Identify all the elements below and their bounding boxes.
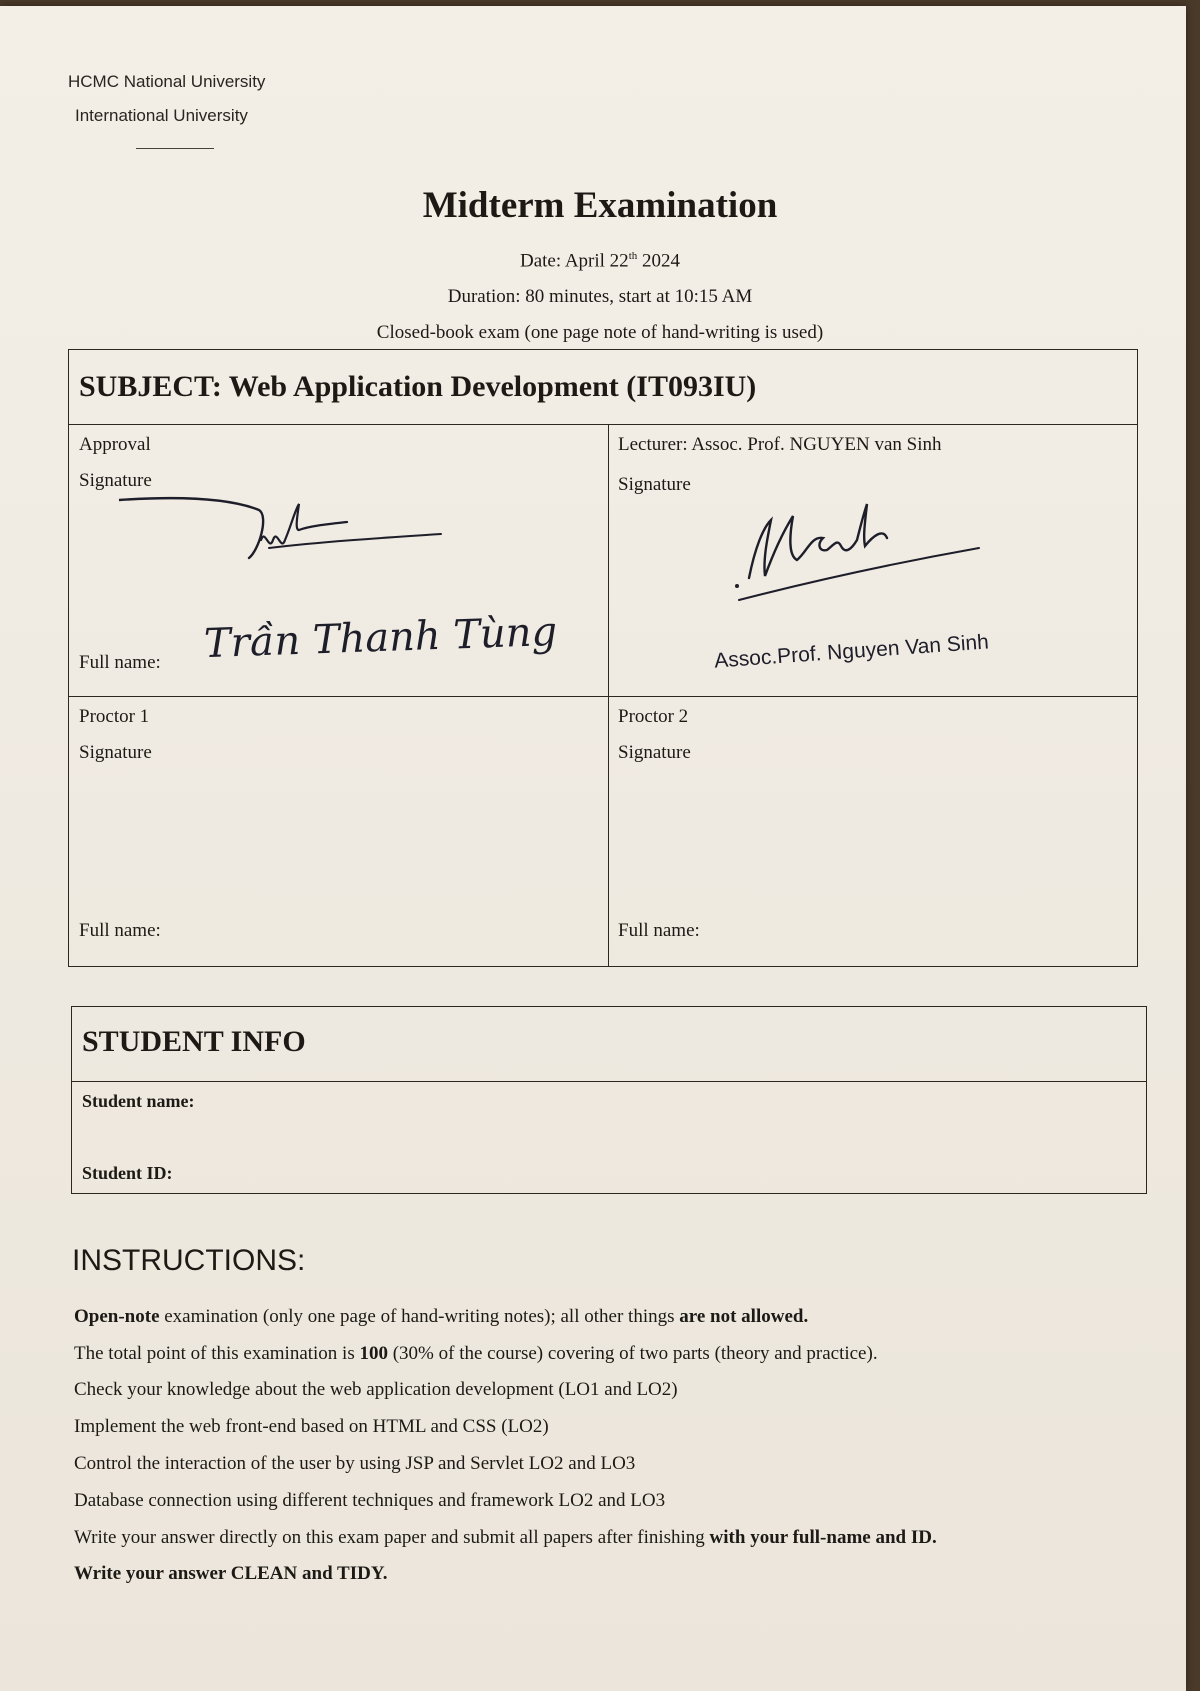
header-divider bbox=[136, 148, 214, 149]
instruction-line-6: Database connection using different techniques and framework LO2 and LO3 bbox=[74, 1490, 666, 1511]
subject-row bbox=[69, 350, 1137, 425]
instruction-2-text-b: (30% of the course) covering of two parts (theory and practice). bbox=[387, 1343, 878, 1364]
student-name-label: Student name: bbox=[82, 1091, 195, 1111]
student-info-heading: STUDENT INFO bbox=[82, 1025, 306, 1058]
exam-date-suffix: th bbox=[628, 250, 638, 262]
proctor1-fullname-label: Full name: bbox=[79, 920, 161, 941]
approval-fullname-label: Full name: bbox=[79, 652, 161, 673]
faculty-name: International University bbox=[75, 106, 248, 125]
approval-signature bbox=[119, 490, 449, 570]
exam-date-prefix: Date: April 22 bbox=[519, 250, 629, 272]
instruction-2-points: 100 bbox=[359, 1343, 388, 1364]
lecturer-signature bbox=[729, 498, 989, 608]
student-info-table bbox=[71, 1006, 1147, 1194]
instruction-7-text: Write your answer directly on this exam paper and submit all papers after finishing bbox=[74, 1527, 710, 1548]
proctor1-label: Proctor 1 bbox=[79, 706, 150, 727]
instruction-line-4: Implement the web front-end based on HTML and CSS (LO2) bbox=[74, 1416, 549, 1437]
approval-fullname-handwritten: Trần Thanh Tùng bbox=[203, 608, 558, 668]
exam-date-year: 2024 bbox=[637, 250, 680, 272]
proctor2-label: Proctor 2 bbox=[618, 706, 689, 727]
instruction-line-8: Write your answer CLEAN and TIDY. bbox=[74, 1563, 388, 1584]
instruction-line-3: Check your knowledge about the web application development (LO1 and LO2) bbox=[74, 1379, 678, 1400]
exam-date bbox=[0, 250, 1200, 272]
lecturer-fullname-handwritten: Assoc.Prof. Nguyen Van Sinh bbox=[713, 630, 990, 673]
exam-duration: Duration: 80 minutes, start at 10:15 AM bbox=[447, 286, 753, 307]
subject-title: SUBJECT: Web Application Development (IT093IU) bbox=[79, 370, 757, 403]
approval-label: Approval bbox=[79, 434, 151, 455]
instruction-1-bold-tail: are not allowed. bbox=[679, 1306, 809, 1327]
approval-table bbox=[68, 349, 1138, 967]
instruction-line-1 bbox=[74, 1306, 808, 1328]
table-divider-horizontal bbox=[69, 696, 1137, 697]
instructions-heading: INSTRUCTIONS: bbox=[72, 1244, 306, 1277]
instruction-7-bold: with your full-name and ID. bbox=[709, 1527, 937, 1548]
proctor2-fullname-label: Full name: bbox=[618, 920, 700, 941]
exam-rules: Closed-book exam (one page note of hand-writing is used) bbox=[376, 322, 824, 343]
lecturer-label: Lecturer: Assoc. Prof. NGUYEN van Sinh bbox=[618, 434, 942, 455]
instruction-line-5: Control the interaction of the user by using JSP and Servlet LO2 and LO3 bbox=[74, 1453, 636, 1474]
instruction-1-bold-lead: Open-note bbox=[74, 1306, 160, 1327]
proctor1-signature-label: Signature bbox=[79, 742, 152, 763]
instruction-line-7 bbox=[74, 1527, 937, 1549]
university-name: HCMC National University bbox=[68, 72, 266, 91]
instruction-line-2 bbox=[74, 1343, 878, 1365]
student-id-label: Student ID: bbox=[82, 1163, 173, 1183]
student-info-header bbox=[72, 1007, 1146, 1082]
exam-paper bbox=[0, 6, 1186, 1691]
page-title: Midterm Examination bbox=[422, 185, 778, 226]
instruction-1-text: examination (only one page of hand-writing notes); all other things bbox=[159, 1306, 680, 1327]
proctor2-signature-label: Signature bbox=[618, 742, 691, 763]
lecturer-signature-label: Signature bbox=[618, 474, 691, 495]
approval-signature-label: Signature bbox=[79, 470, 152, 491]
instruction-2-text-a: The total point of this examination is bbox=[74, 1343, 360, 1364]
